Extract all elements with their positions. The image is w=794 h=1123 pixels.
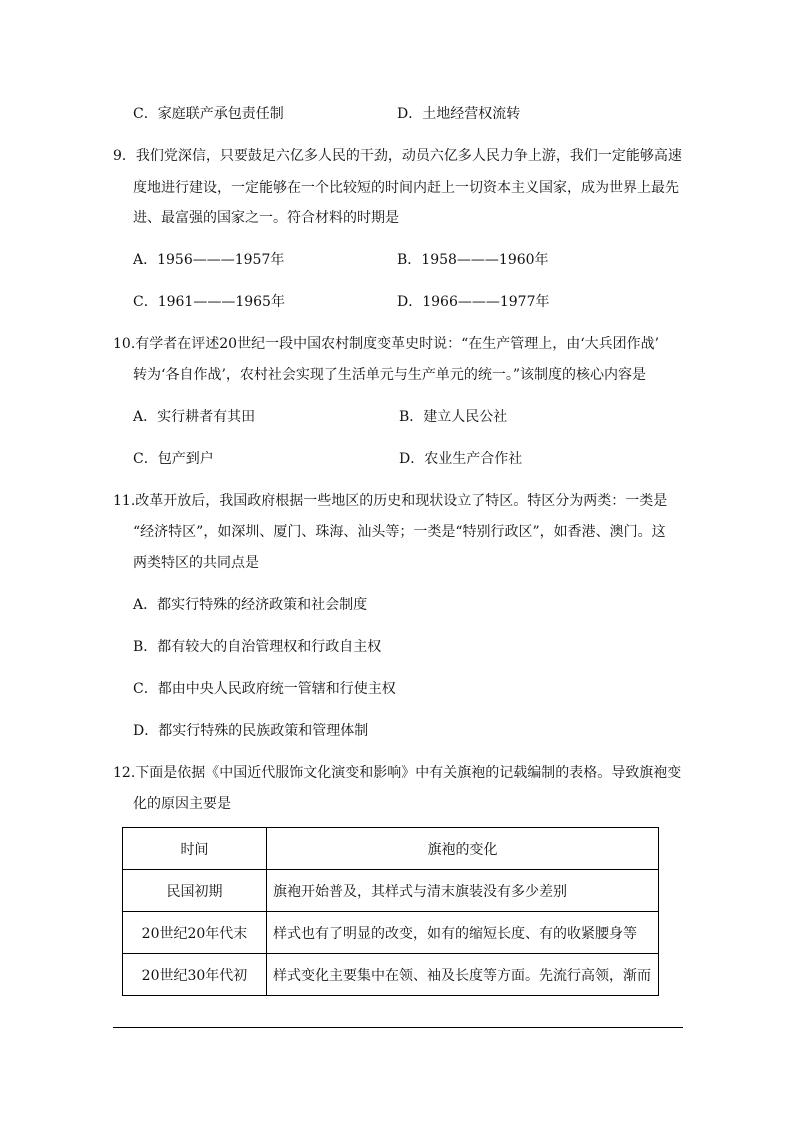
q10-option-c: C．包产到户	[133, 451, 214, 467]
q9-stem-line-3: 进、最富强的国家之一。符合材料的时期是	[133, 210, 399, 226]
q12-stem-line-2: 化的原因主要是	[133, 796, 231, 812]
header-change: 旗袍的变化	[267, 828, 659, 870]
q10-stem-line-1: 10.有学者在评述20世纪一段中国农村制度变革史时说：“在生产管理上，由‘大兵团作战’	[113, 336, 660, 352]
q9-option-d: D．1966———1977年	[397, 294, 550, 310]
qipao-table	[122, 827, 659, 996]
cell-change: 样式也有了明显的改变，如有的缩短长度、有的收紧腰身等	[267, 912, 659, 954]
cell-change: 旗袍开始普及，其样式与清末旗装没有多少差别	[267, 870, 659, 912]
table-row	[123, 954, 659, 996]
q11-option-c: C．都由中央人民政府统一管辖和行使主权	[133, 681, 396, 697]
table-row	[123, 912, 659, 954]
q8-option-c: C．家庭联产承包责任制	[133, 106, 284, 122]
q9-option-a: A．1956———1957年	[133, 252, 285, 268]
q10-option-d: D．农业生产合作社	[399, 451, 523, 467]
q11-option-d: D．都实行特殊的民族政策和管理体制	[133, 723, 369, 739]
q10-option-a: A．实行耕者有其田	[133, 409, 256, 425]
cell-time: 民国初期	[123, 870, 267, 912]
cell-time: 20世纪30年代初	[123, 954, 267, 996]
cell-time: 20世纪20年代末	[123, 912, 267, 954]
cell-change: 样式变化主要集中在领、袖及长度等方面。先流行高领，渐而	[267, 954, 659, 996]
q11-stem-line-1: 11.改革开放后，我国政府根据一些地区的历史和现状设立了特区。特区分为两类：一类是	[113, 493, 668, 509]
q9-option-c: C．1961———1965年	[133, 294, 285, 310]
q9-stem-line-1: 9．我们党深信，只要鼓足六亿多人民的干劲，动员六亿多人民力争上游，我们一定能够高速	[113, 148, 682, 164]
q11-stem-line-2: “经济特区”，如深圳、厦门、珠海、汕头等；一类是“特别行政区”，如香港、澳门。这	[133, 524, 666, 540]
q8-option-d: D．土地经营权流转	[397, 106, 521, 122]
table-row	[123, 870, 659, 912]
q10-option-b: B．建立人民公社	[399, 409, 508, 425]
footer-rule	[113, 1027, 683, 1028]
q10-stem-line-2: 转为‘各自作战’，农村社会实现了生活单元与生产单元的统一。”该制度的核心内容是	[133, 367, 647, 383]
header-time: 时间	[123, 828, 267, 870]
q11-stem-line-3: 两类特区的共同点是	[133, 555, 259, 571]
q9-option-b: B．1958———1960年	[397, 252, 549, 268]
q11-option-b: B．都有较大的自治管理权和行政自主权	[133, 639, 382, 655]
table-header-row	[123, 828, 659, 870]
q11-option-a: A．都实行特殊的经济政策和社会制度	[133, 597, 368, 613]
q9-stem-line-2: 度地进行建设，一定能够在一个比较短的时间内赶上一切资本主义国家，成为世界上最先	[133, 180, 679, 196]
q12-stem-line-1: 12.下面是依据《中国近代服饰文化演变和影响》中有关旗袍的记载编制的表格。导致旗袍变	[113, 765, 682, 781]
